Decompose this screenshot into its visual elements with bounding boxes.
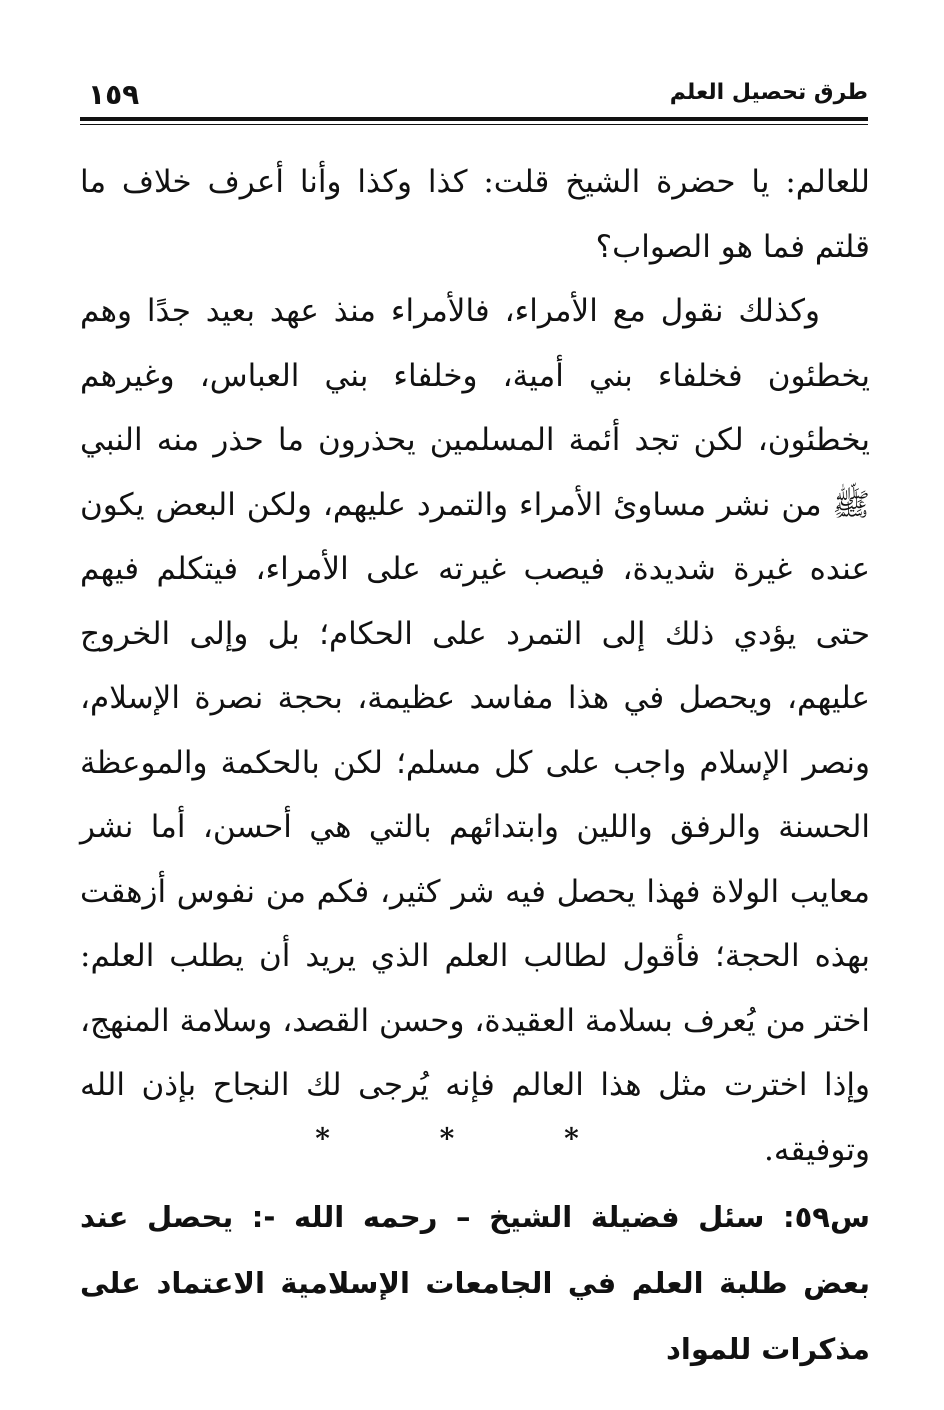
running-head-title: طرق تحصيل العلم — [669, 80, 868, 105]
question-text: س٥٩: سئل فضيلة الشيخ – رحمه الله -: يحصل عند بعض طلبة العلم في الجامعات الإسلامية الاعتماد على مذكرات للمواد — [80, 1200, 870, 1366]
paragraph-continuation: للعالم: يا حضرة الشيخ قلت: كذا وكذا وأنا أعرف خلاف ما قلتم فما هو الصواب؟ — [80, 164, 870, 265]
question-block — [80, 1184, 870, 1382]
header-rule-thin — [80, 124, 868, 125]
body-text — [80, 150, 870, 1182]
page-number: ١٥٩ — [88, 78, 140, 111]
page-header — [80, 70, 868, 120]
paragraph-main: وكذلك نقول مع الأمراء، فالأمراء منذ عهد بعيد جدًا وهم يخطئون فخلفاء بني أمية، وخلفاء بني العباس، وغيرهم يخطئون، لكن تجد أئمة المسلمين يحذرون ما حذر منه النبي ﷺ من نشر مساوئ الأمراء والتمرد عليهم، ولكن البعض يكون عنده غيرة شديدة، فيصب غيرته على الأمراء، فيتكلم فيهم حتى يؤدي ذلك إلى التمرد على الحكام؛ بل وإلى الخروج عليهم، ويحصل في هذا مفاسد عظيمة، بحجة نصرة الإسلام، ونصر الإسلام واجب على كل مسلم؛ لكن بالحكمة والموعظة الحسنة والرفق واللين وابتدائهم بالتي هي أحسن، أما نشر معايب الولاة فهذا يحصل فيه شر كثير، فكم من نفوس أزهقت بهذه الحجة؛ فأقول لطالب العلم الذي يريد أن يطلب العلم: اختر من يُعرف بسلامة العقيدة، وحسن القصد، وسلامة المنهج، وإذا اخترت مثل هذا العالم فإنه يُرجى لك النجاح بإذن الله وتوفيقه. — [80, 293, 870, 1168]
header-rule — [80, 117, 868, 121]
section-separator: * * * — [315, 1122, 629, 1155]
